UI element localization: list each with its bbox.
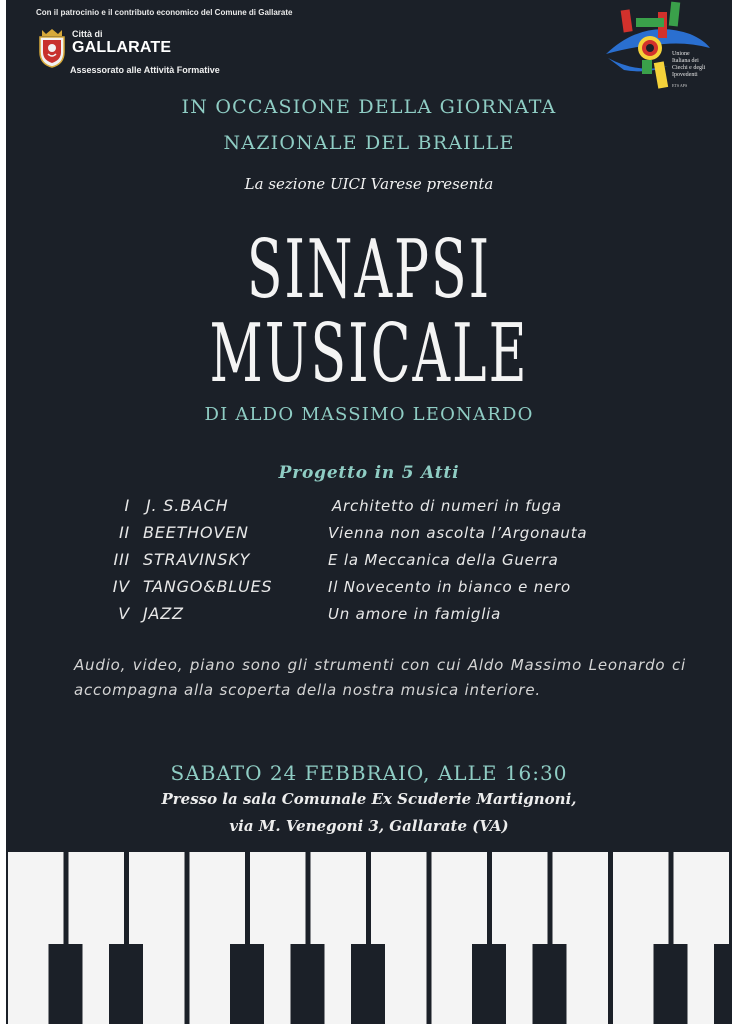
description-paragraph: Audio, video, piano sono gli strumenti con cui Aldo Massimo Leonardo ci accompagna alla scoperta della nostra musica interiore. <box>74 656 686 699</box>
uici-legal-form: ETS APS <box>672 83 688 88</box>
city-name: GALLARATE <box>72 39 172 56</box>
act-number: IV <box>112 577 130 596</box>
piano-keyboard-icon <box>6 852 732 1024</box>
uici-line: Italiana dei <box>672 58 699 64</box>
acts-list <box>6 494 732 634</box>
event-poster <box>6 0 732 1024</box>
act-number: II <box>118 523 130 542</box>
act-composer: JAZZ <box>143 604 184 623</box>
uici-line: Ciechi e degli <box>672 65 706 71</box>
black-key <box>714 944 732 1024</box>
department-label: Assessorato alle Attività Formative <box>70 65 220 75</box>
occasion-line-2: NAZIONALE DEL BRAILLE <box>223 132 515 154</box>
list-item <box>6 521 732 548</box>
act-description: Un amore in famiglia <box>328 605 502 623</box>
act-number: III <box>113 550 130 569</box>
list-item <box>6 575 732 602</box>
occasion-line-1: IN OCCASIONE DELLA GIORNATA <box>181 96 557 118</box>
gallarate-crest-icon <box>36 26 68 68</box>
act-composer: J. S.BACH <box>146 496 229 515</box>
title-line-2: MUSICALE <box>209 308 529 401</box>
black-key <box>351 944 385 1024</box>
act-number: I <box>124 496 130 515</box>
title-line-1: SINAPSI <box>246 224 492 317</box>
uici-logo-icon <box>604 0 714 94</box>
black-key <box>109 944 143 1024</box>
uici-name <box>672 51 722 79</box>
black-key <box>291 944 325 1024</box>
uici-line: Ipovedenti <box>672 72 698 78</box>
act-description: E la Meccanica della Guerra <box>328 551 559 569</box>
act-composer: TANGO&BLUES <box>143 577 273 596</box>
black-key <box>533 944 567 1024</box>
act-description: Vienna non ascolta l’Argonauta <box>328 524 588 542</box>
list-item <box>6 494 732 521</box>
act-composer: STRAVINSKY <box>143 550 251 569</box>
act-description: Il Novecento in bianco e nero <box>328 578 571 596</box>
program-heading: Progetto in 5 Atti <box>278 463 460 483</box>
patronage-text: Con il patrocinio e il contributo economico del Comune di Gallarate <box>36 8 293 17</box>
event-date: SABATO 24 FEBBRAIO, ALLE 16:30 <box>170 761 568 785</box>
black-key <box>49 944 83 1024</box>
act-description: Architetto di numeri in fuga <box>332 497 562 515</box>
act-composer: BEETHOVEN <box>143 523 249 542</box>
list-item <box>6 602 732 629</box>
presenter-line: La sezione UICI Varese presenta <box>244 175 494 193</box>
city-small-label: Città di <box>72 29 103 39</box>
list-item <box>6 548 732 575</box>
uici-line: Unione <box>672 51 690 57</box>
black-key <box>654 944 688 1024</box>
venue-line-1: Presso la sala Comunale Ex Scuderie Martignoni, <box>161 790 577 808</box>
black-key <box>472 944 506 1024</box>
venue-line-2: via M. Venegoni 3, Gallarate (VA) <box>229 817 509 835</box>
act-number: V <box>118 604 130 623</box>
black-key <box>230 944 264 1024</box>
author-line: DI ALDO MASSIMO LEONARDO <box>204 404 534 425</box>
